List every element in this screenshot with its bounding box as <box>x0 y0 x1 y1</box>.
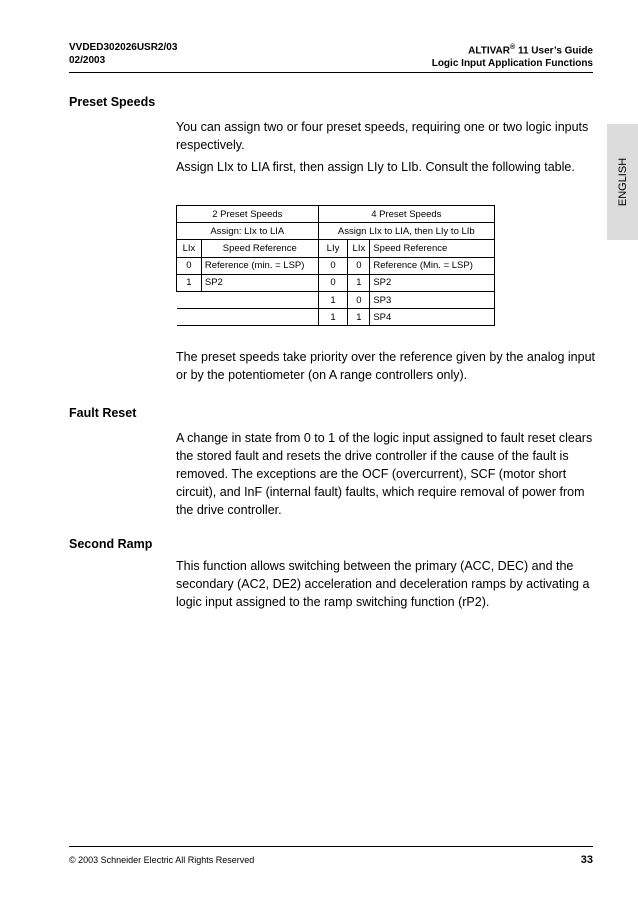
table-row <box>177 257 495 274</box>
header-lix: LIx <box>177 240 202 257</box>
cell-ref: SP2 <box>201 274 318 291</box>
cell-ref-2: SP3 <box>370 291 495 308</box>
second-ramp-description: This function allows switching between the primary (ACC, DEC) and the secondary (AC2, DE2) acceleration and deceleration ramps by activating a logic input assigned to the ramp switching function (rP2). <box>176 559 590 609</box>
preset-speeds-priority-note: The preset speeds take priority over the reference given by the analog input or by the potentiometer (on A range controllers only). <box>176 350 596 382</box>
guide-name: 11 User’s Guide <box>515 45 593 57</box>
header-liy: LIy <box>318 240 348 257</box>
cell-lix-2: 1 <box>348 309 370 326</box>
table-row <box>177 291 495 308</box>
cell-liy: 0 <box>318 274 348 291</box>
cell-empty <box>177 309 319 326</box>
group-4-assign: Assign LIx to LIA, then LIy to LIb <box>318 223 494 240</box>
cell-ref: Reference (min. = LSP) <box>201 257 318 274</box>
section-name: Logic Input Application Functions <box>431 58 593 70</box>
cell-ref-2: SP2 <box>370 274 495 291</box>
copyright: © 2003 Schneider Electric All Rights Reserved <box>69 855 255 865</box>
fault-reset-heading: Fault Reset <box>69 406 137 420</box>
product-name: ALTIVAR <box>468 45 510 57</box>
registered-mark: ® <box>510 44 516 51</box>
table-row <box>177 309 495 326</box>
language-tab <box>607 124 638 240</box>
cell-ref-2: Reference (Min. = LSP) <box>370 257 495 274</box>
header-speed-ref-2: Speed Reference <box>370 240 495 257</box>
group-4-preset-title: 4 Preset Speeds <box>318 206 494 223</box>
cell-lix-2: 1 <box>348 274 370 291</box>
cell-liy: 1 <box>318 309 348 326</box>
preset-speeds-heading: Preset Speeds <box>69 95 156 109</box>
cell-liy: 1 <box>318 291 348 308</box>
header-divider <box>69 72 593 73</box>
page-number: 33 <box>580 854 593 866</box>
cell-lix-2: 0 <box>348 291 370 308</box>
preset-speeds-table <box>176 205 495 326</box>
header-lix-2: LIx <box>348 240 370 257</box>
table-group-title-row <box>177 206 495 223</box>
preset-speeds-intro: You can assign two or four preset speeds, requiring one or two logic inputs respectively. <box>176 120 589 152</box>
language-tab-label: ENGLISH <box>616 157 629 207</box>
second-ramp-heading: Second Ramp <box>69 537 153 551</box>
doc-date: 02/2003 <box>69 55 106 66</box>
group-2-assign: Assign: LIx to LIA <box>177 223 319 240</box>
cell-ref-2: SP4 <box>370 309 495 326</box>
table-header-row <box>177 240 495 257</box>
preset-speeds-instruction: Assign LIx to LIA first, then assign LIy to LIb. Consult the following table. <box>176 160 575 174</box>
cell-lix-2: 0 <box>348 257 370 274</box>
cell-lix: 1 <box>177 274 202 291</box>
cell-lix: 0 <box>177 257 202 274</box>
cell-empty <box>177 291 319 308</box>
doc-number: VVDED302026USR2/03 <box>69 42 178 53</box>
table-row <box>177 274 495 291</box>
fault-reset-description: A change in state from 0 to 1 of the logic input assigned to fault reset clears the stored fault and resets the drive controller if the cause of the fault is removed. The exceptions are the OCF (overcurrent), SCF (motor short circuit), and InF (internal fault) faults, which require removal of power from the drive controller. <box>176 431 593 517</box>
header-speed-ref: Speed Reference <box>201 240 318 257</box>
guide-title <box>432 41 593 57</box>
header-right <box>432 41 593 70</box>
cell-liy: 0 <box>318 257 348 274</box>
group-2-preset-title: 2 Preset Speeds <box>177 206 319 223</box>
footer-divider <box>69 846 593 847</box>
table-assign-row <box>177 223 495 240</box>
header-left <box>69 41 177 67</box>
